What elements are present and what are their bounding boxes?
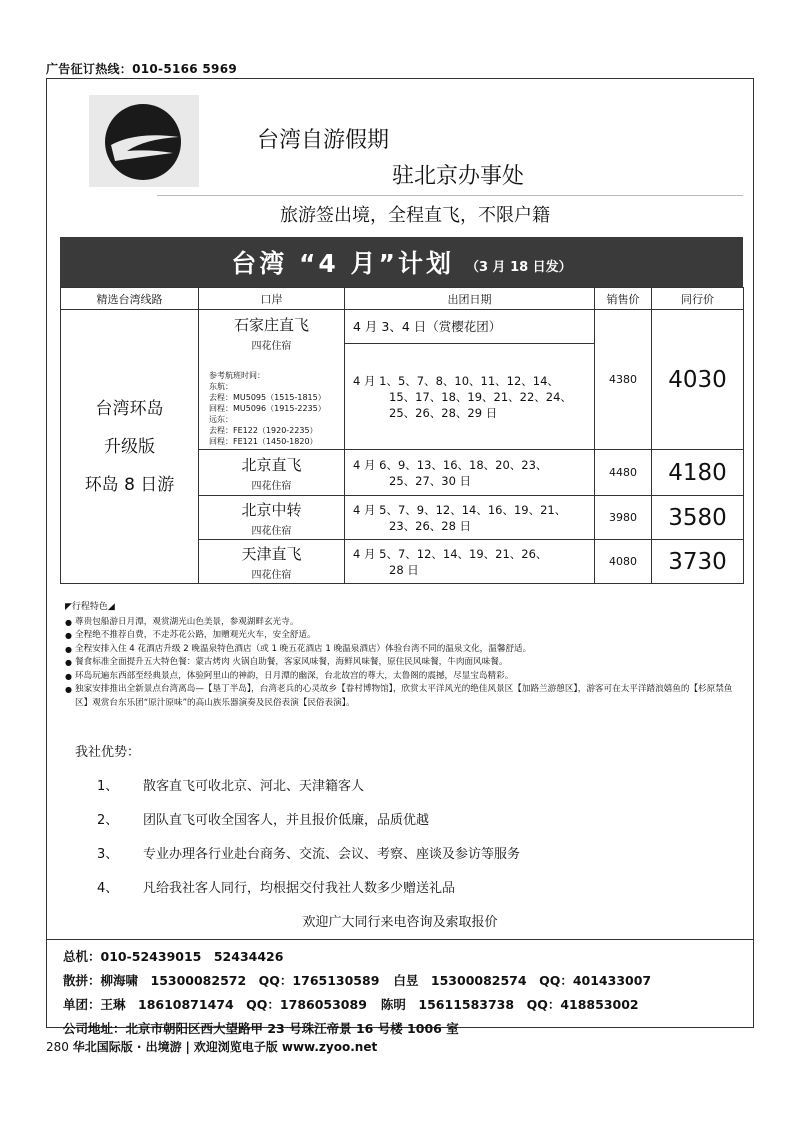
dates-line: 4 月 5、7、9、12、14、16、19、21、: [353, 502, 567, 517]
company-address: 公司地址：北京市朝阳区西大望路甲 23 号珠江帝景 16 号楼 1006 室: [63, 1021, 459, 1036]
features-title: ◤行程特色◢: [65, 602, 115, 612]
dates-line: 4 月 5、7、12、14、19、21、26、: [353, 546, 548, 561]
advantage-text: 散客直飞可收北京、河北、天津籍客人: [143, 779, 365, 794]
dates-line: 25、26、28、29 日: [389, 405, 498, 420]
advantage-item: [97, 843, 520, 862]
route-line: 台湾环岛: [95, 398, 164, 419]
brand-title-line1: 台湾自游假期: [257, 128, 390, 153]
advantage-item: [97, 809, 429, 828]
dates-line: 4 月 1、5、7、8、10、11、12、14、: [353, 373, 559, 388]
tour-dates: [345, 540, 595, 584]
contact-main: 总机：010-52439015 52434426: [63, 949, 284, 964]
peer-price: 4030: [652, 310, 744, 450]
feature-item: ● 餐食标准全面提升五大特色餐：蒙古烤肉 火锅自助餐，客家风味餐，海鲜风味餐，原住民风味餐，牛肉面风味餐。: [65, 656, 745, 670]
banner-title: 台湾 “4 月”计划: [231, 249, 454, 278]
banner-subtitle: （3 月 18 日发）: [465, 259, 572, 275]
advantage-item: [97, 775, 364, 794]
port-cell: [199, 540, 345, 584]
advantage-text: 凡给我社客人同行，均根据交付我社人数多少赠送礼品: [143, 881, 456, 896]
dates-line: 23、26、28 日: [389, 518, 472, 533]
footer-tagline: 欢迎浏览电子版 www.zyoo.net: [193, 1040, 378, 1054]
port-name: 北京直飞: [241, 455, 302, 474]
advantage-number: 1、: [97, 779, 119, 794]
advantage-number: 2、: [97, 813, 119, 828]
feature-item: ● 独家安排推出全新景点台湾离岛—【垦丁半岛】，台湾老兵的心灵故乡【眷村博物馆】，欣赏太平洋风光的绝佳风景区【加路兰游憩区】，游客可在太平洋踏浪嬉鱼的【杉原禁鱼区】观赏台东乐团“原汁原味”的高山族乐器演奏及民俗表演【民俗表演】。: [65, 683, 745, 710]
tour-dates: [345, 344, 595, 450]
advantage-number: 4、: [97, 881, 119, 896]
feature-item: ● 全程绝不推荐自费，不走苏花公路，加赠观光火车，安全舒适。: [65, 629, 745, 643]
slogan: 旅游签出境，全程直飞，不限户籍: [280, 205, 550, 226]
flight-info: [199, 370, 344, 447]
sale-price: 4480: [595, 450, 652, 496]
footer-separator: |: [185, 1040, 190, 1054]
divider: [47, 939, 753, 940]
contact-person: 单团：王琳 18610871474 QQ：1786053089: [63, 997, 367, 1012]
brand-title-line2: 驻北京办事处: [392, 164, 525, 189]
dates-line: 25、27、30 日: [389, 473, 472, 488]
hotel-level: 四花住宿: [251, 525, 292, 537]
header-peer-price: 同行价: [652, 288, 744, 310]
tour-dates: 4 月 3、4 日（赏樱花团）: [345, 310, 595, 344]
peer-price: 3580: [652, 496, 744, 540]
header-route: 精选台湾线路: [61, 288, 199, 310]
flight-line: 参考航班时间：: [209, 371, 265, 380]
port-name: 石家庄直飞: [233, 316, 309, 334]
hotel-level: 四花住宿: [251, 341, 292, 352]
contact-person: 白昱 15300082574 QQ：401433007: [393, 973, 652, 988]
sale-price: 4080: [595, 540, 652, 584]
advantage-text: 团队直飞可收全国客人，并且报价低廉，品质优越: [143, 813, 430, 828]
peer-price: 4180: [652, 450, 744, 496]
divider: [157, 195, 743, 196]
route-line: 环岛 8 日游: [84, 474, 175, 495]
flight-line: 远东：: [209, 415, 233, 424]
feature-item: ● 环岛玩遍东西部至经典景点，体验阿里山的神韵，日月潭的幽深，台北故宫的尊大，太鲁阁的震撼，尽显宝岛精彩。: [65, 670, 745, 684]
page-footer: [46, 1038, 377, 1055]
flight-line: 去程：MU5095（1515-1815）: [209, 393, 326, 402]
ad-hotline: 广告征订热线：010-5166 5969: [46, 62, 238, 76]
dates-line: 28 日: [389, 562, 419, 577]
itinerary-features: [65, 601, 745, 710]
header-dates: 出团日期: [345, 288, 595, 310]
logo: [89, 95, 199, 187]
advantages-title: 我社优势：: [75, 745, 141, 760]
port-cell: [199, 450, 345, 496]
tour-dates: [345, 450, 595, 496]
flight-line: 东航：: [209, 382, 233, 391]
hotel-level: 四花住宿: [251, 480, 292, 492]
logo-emblem-icon: [97, 101, 189, 183]
plan-banner: [60, 237, 743, 287]
header-port: 口岸: [199, 288, 345, 310]
port-cell: [199, 496, 345, 540]
dates-line: 4 月 6、9、13、16、18、20、23、: [353, 457, 548, 472]
advantage-number: 3、: [97, 847, 119, 862]
port-name: 北京中转: [241, 500, 302, 519]
dates-line: 15、17、18、19、21、22、24、: [389, 389, 572, 404]
flight-line: 回程：FE121（1450-1820）: [209, 437, 318, 446]
welcome-text: 欢迎广大同行来电咨询及索取报价: [302, 915, 498, 930]
port-cell: [199, 310, 345, 450]
publication-name: 华北国际版 · 出境游: [72, 1040, 182, 1054]
route-name: [61, 310, 199, 584]
contact-info: [63, 945, 651, 1041]
route-line: 升级版: [104, 436, 155, 457]
feature-item: ● 全程安排入住 4 花酒店升级 2 晚温泉特色酒店（或 1 晚五花酒店 1 晚温泉酒店）体验台湾不同的温泉文化，温馨舒适。: [65, 643, 745, 657]
port-name: 天津直飞: [241, 544, 302, 563]
contact-retail: [63, 969, 651, 993]
itinerary-table: [60, 287, 744, 584]
table-row: [61, 310, 744, 344]
contact-person: 散拼：柳海啸 15300082572 QQ：1765130589: [63, 973, 380, 988]
flight-line: 去程：FE122（1920-2235）: [209, 426, 318, 435]
contact-group: [63, 993, 651, 1017]
table-header-row: [61, 288, 744, 310]
ad-frame: [46, 78, 754, 1036]
advantage-text: 专业办理各行业赴台商务、交流、会议、考察、座谈及参访等服务: [143, 847, 521, 862]
advantage-item: [97, 877, 455, 896]
contact-person: 陈明 15611583738 QQ：418853002: [380, 997, 639, 1012]
hotel-level: 四花住宿: [251, 569, 292, 581]
sale-price: 3980: [595, 496, 652, 540]
peer-price: 3730: [652, 540, 744, 584]
header-sale-price: 销售价: [595, 288, 652, 310]
flight-line: 回程：MU5096（1915-2235）: [209, 404, 326, 413]
sale-price: 4380: [595, 310, 652, 450]
tour-dates: [345, 496, 595, 540]
page-number: 280: [46, 1040, 69, 1054]
feature-item: ● 尊贵包船游日月潭，观赏湖光山色美景，参观湖畔玄光寺。: [65, 616, 745, 630]
